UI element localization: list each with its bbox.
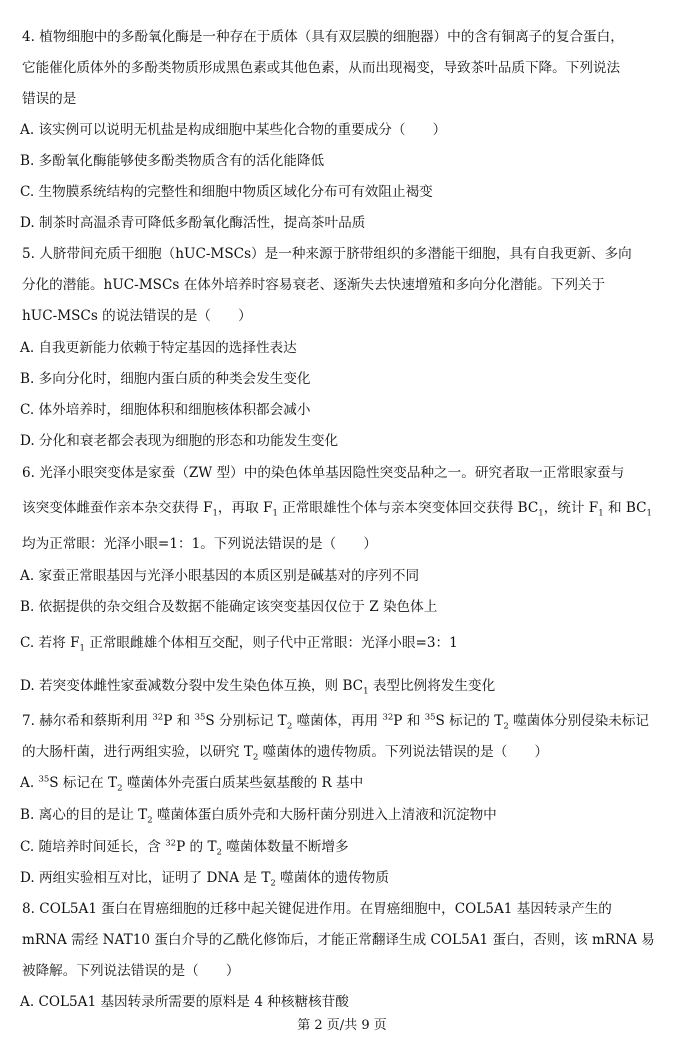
q7-option-c <box>20 836 665 858</box>
q6-stem-line-2 <box>22 497 667 519</box>
q4-option-c: C. 生物膜系统结构的完整性和细胞中物质区域化分布可有效阻止褐变 <box>20 184 433 200</box>
q7-text: P 的 T <box>176 839 217 855</box>
subscript: 1 <box>212 508 218 519</box>
q7-text: S 标记在 T <box>49 775 118 791</box>
q5-option-d: D. 分化和衰老都会表现为细胞的形态和功能发生变化 <box>20 433 339 449</box>
q4-stem-line-3: 错误的是 <box>22 91 77 107</box>
q7-text: S 标记的 T <box>435 713 504 729</box>
subscript: 2 <box>270 878 276 889</box>
q6-option-a: A. 家蚕正常眼基因与光泽小眼基因的本质区别是碱基对的序列不同 <box>20 568 420 584</box>
q7-stem-line-1 <box>22 710 667 732</box>
subscript: 2 <box>503 721 509 732</box>
q6-option-d-seg-1: D. 若突变体雌性家蚕减数分裂中发生染色体互换，则 BC <box>20 678 364 694</box>
q8-option-a: A. COL5A1 基因转录所需要的原料是 4 种核糖核苷酸 <box>20 994 349 1010</box>
subscript: 2 <box>252 752 259 763</box>
superscript: 32 <box>382 712 394 723</box>
q7-text: P 和 <box>163 713 195 729</box>
q4-stem-line-2: 它能催化质体外的多酚类物质形成黑色素或其他色素，从而出现褐变，导致茶叶品质下降。下列说法 <box>22 60 621 76</box>
q7-option-b <box>20 804 665 826</box>
q8-stem-line-1: 8. COL5A1 蛋白在胃癌细胞的迁移中起关键促进作用。在胃癌细胞中，COL5A1 基因转录产生的 <box>22 901 612 917</box>
q6-stem-line-3: 均为正常眼：光泽小眼=1：1。下列说法错误的是（ ） <box>22 536 377 552</box>
q7-text: C. 随培养时间延长，含 <box>20 839 166 855</box>
q5-option-c: C. 体外培养时，细胞体积和细胞核体积都会减小 <box>20 402 311 418</box>
subscript: 1 <box>598 508 604 519</box>
subscript: 1 <box>646 508 652 519</box>
superscript: 35 <box>194 712 206 723</box>
q4-option-a: A. 该实例可以说明无机盐是构成细胞中某些化合物的重要成分（ ） <box>20 122 447 138</box>
q6-option-d <box>20 675 665 697</box>
subscript: 1 <box>272 508 278 519</box>
subscript: 2 <box>117 783 123 794</box>
q7-text: 噬菌体分别侵染未标记 <box>508 713 650 729</box>
subscript: 2 <box>286 721 293 732</box>
page-footer: 第 2 页/共 9 页 <box>297 1018 387 1033</box>
subscript: 1 <box>538 508 544 519</box>
q7-text: 噬菌体，再用 <box>292 713 383 729</box>
superscript: 35 <box>38 774 50 785</box>
q6-option-c-seg-1: C. 若将 F <box>20 635 80 651</box>
q5-stem-line-2: 分化的潜能。hUC-MSCs 在体外培养时容易衰老、逐渐失去快速增殖和多向分化潜能。下列关于 <box>22 277 606 293</box>
q6-option-b: B. 依据提供的杂交组合及数据不能确定该突变基因仅位于 Z 染色体上 <box>20 599 438 615</box>
q5-option-b: B. 多向分化时，细胞内蛋白质的种类会发生变化 <box>20 371 311 387</box>
subscript: 2 <box>147 815 153 826</box>
q4-option-d: D. 制茶时高温杀青可降低多酚氧化酶活性，提高茶叶品质 <box>20 215 366 231</box>
q7-text: 噬菌体外壳蛋白质某些氨基酸的 R 基中 <box>122 775 364 791</box>
q6-stem-seg-2: ，再取 F <box>217 500 273 516</box>
superscript: 32 <box>165 838 177 849</box>
q6-option-d-seg-2: 表型比例将发生变化 <box>368 678 496 694</box>
q4-stem-line-1: 4. 植物细胞中的多酚氧化酶是一种存在于质体（具有双层膜的细胞器）中的含有铜离子的复合蛋白， <box>22 29 624 45</box>
q7-text: 的大肠杆菌，进行两组实验，以研究 T <box>22 744 253 760</box>
q7-text: 7. 赫尔希和蔡斯利用 <box>22 713 153 729</box>
q7-text: B. 离心的目的是让 T <box>20 807 148 823</box>
superscript: 35 <box>424 712 436 723</box>
q6-option-c-seg-2: 正常眼雌雄个体相互交配，则子代中正常眼：光泽小眼=3：1 <box>84 635 458 651</box>
q4-option-b: B. 多酚氧化酶能够使多酚类物质含有的活化能降低 <box>20 153 325 169</box>
q7-text: P 和 <box>393 713 425 729</box>
q7-text: S 分别标记 T <box>205 713 287 729</box>
q6-stem-seg-1: 该突变体雌蚕作亲本杂交获得 F <box>22 500 213 516</box>
q6-option-c <box>20 632 665 654</box>
q6-stem-line-1: 6. 光泽小眼突变体是家蚕（ZW 型）中的染色体单基因隐性突变品种之一。研究者取一正常眼家蚕与 <box>22 465 625 481</box>
q8-stem-line-2: mRNA 需经 NAT10 蛋白介导的乙酰化修饰后，才能正常翻译生成 COL5A1 蛋白，否则，该 mRNA 易 <box>22 932 655 948</box>
subscript: 2 <box>216 847 222 858</box>
q6-stem-seg-3: 正常眼雄性个体与亲本突变体回交获得 BC <box>277 500 539 516</box>
q7-text: A. <box>20 775 39 791</box>
q7-option-a <box>20 772 665 794</box>
subscript: 1 <box>363 686 369 697</box>
q7-text: 噬菌体的遗传物质。下列说法错误的是（ ） <box>258 744 549 760</box>
q7-text: 噬菌体数量不断增多 <box>221 839 349 855</box>
q7-text: 噬菌体蛋白质外壳和大肠杆菌分别进入上清液和沉淀物中 <box>152 807 497 823</box>
q6-stem-seg-4: ，统计 F <box>543 500 599 516</box>
q5-option-a: A. 自我更新能力依赖于特定基因的选择性表达 <box>20 340 297 356</box>
q7-text: 噬菌体的遗传物质 <box>275 870 389 886</box>
q7-stem-line-2 <box>22 741 667 763</box>
q7-text: D. 两组实验相互对比，证明了 DNA 是 T <box>20 870 271 886</box>
q5-stem-line-1: 5. 人脐带间充质干细胞（hUC-MSCs）是一种来源于脐带组织的多潜能干细胞，具有自我更新、多向 <box>22 246 632 262</box>
q6-stem-seg-5: 和 BC <box>603 500 647 516</box>
q7-option-d <box>20 867 665 889</box>
q8-stem-line-3: 被降解。下列说法错误的是（ ） <box>22 963 240 979</box>
superscript: 32 <box>152 712 164 723</box>
subscript: 1 <box>79 643 85 654</box>
q5-stem-line-3: hUC-MSCs 的说法错误的是（ ） <box>22 308 252 324</box>
